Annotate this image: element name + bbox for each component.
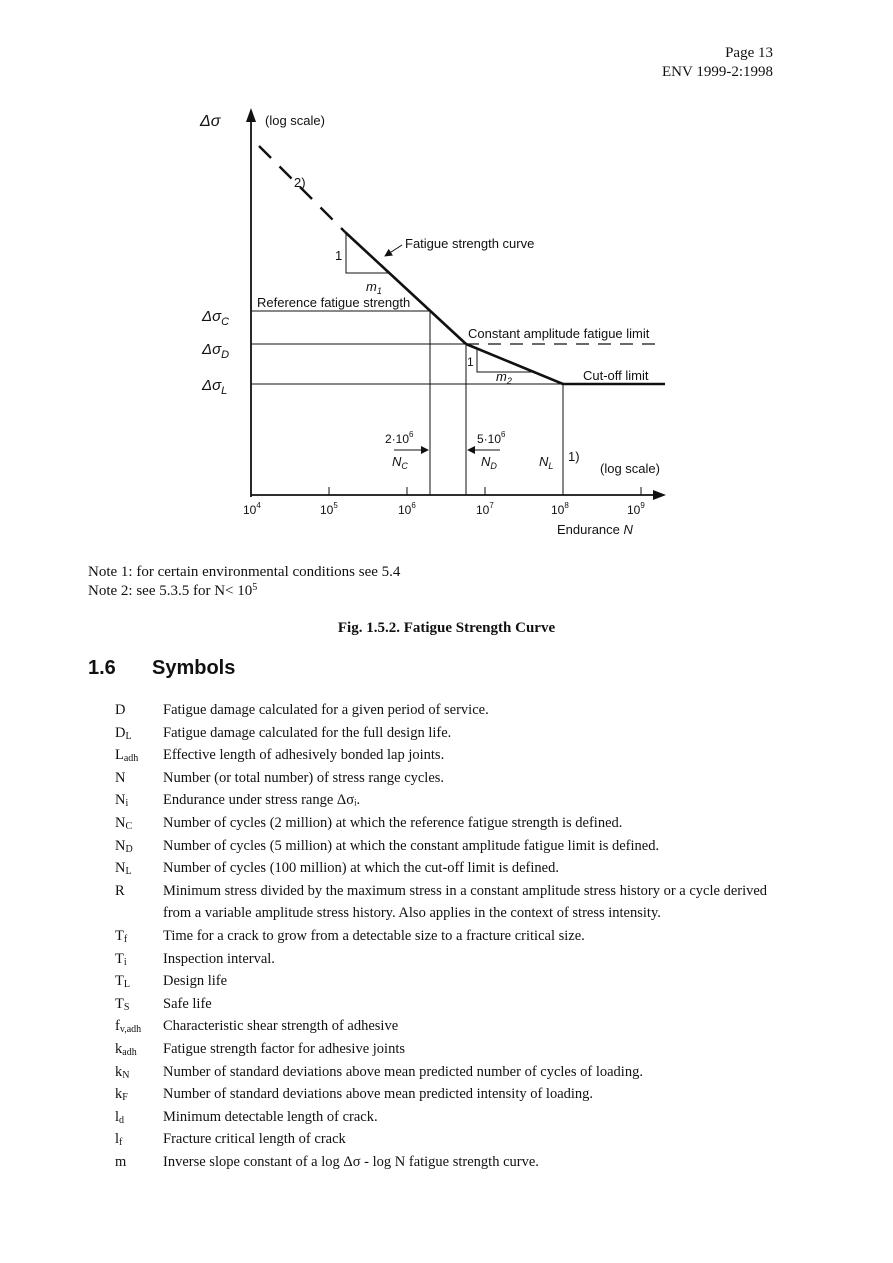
x-tick-label: $10^8$ bbox=[551, 501, 569, 517]
symbol-letter: D bbox=[115, 724, 126, 741]
symbol-definition: Inspection interval. bbox=[163, 950, 275, 967]
symbols-list bbox=[115, 699, 795, 1173]
nl-label: $N_L$ bbox=[539, 454, 554, 471]
symbol-item bbox=[115, 1151, 795, 1174]
note-1: Note 1: for certain environmental conditions see 5.4 bbox=[88, 564, 401, 580]
symbol-definition: Number (or total number) of stress range cycles. bbox=[163, 769, 445, 786]
x-scale-label: (log scale) bbox=[600, 461, 660, 476]
y-level-label-c: $\Delta\sigma_C$ bbox=[202, 308, 230, 328]
symbol-item bbox=[115, 1038, 795, 1061]
note-2-marker: 2) bbox=[294, 175, 306, 190]
symbol-term bbox=[115, 1038, 163, 1061]
symbol-subscript: adh bbox=[122, 1046, 137, 1058]
symbol-term bbox=[115, 789, 163, 812]
x-tick-label: $10^6$ bbox=[398, 501, 416, 517]
symbol-subscript: L bbox=[125, 730, 132, 742]
m2-label: $m_2$ bbox=[496, 369, 512, 386]
symbol-item bbox=[115, 812, 795, 835]
m1-label: $m_1$ bbox=[366, 279, 382, 296]
y-level-label-d: $\Delta\sigma_D$ bbox=[202, 341, 230, 361]
symbol-item bbox=[115, 789, 795, 812]
fatigue-curve-m2 bbox=[466, 344, 563, 384]
y-level-label-l: $\Delta\sigma_L$ bbox=[202, 377, 228, 397]
symbol-definition: Effective length of adhesively bonded lap joints. bbox=[163, 747, 445, 764]
symbol-letter: N bbox=[115, 769, 126, 786]
x-tick-label: $10^5$ bbox=[320, 501, 338, 517]
symbol-definition: Fatigue damage calculated for a given period of service. bbox=[163, 702, 489, 718]
symbol-definition: Endurance under stress range Δσᵢ. bbox=[163, 792, 361, 809]
symbol-term bbox=[115, 1015, 163, 1038]
symbol-item bbox=[115, 1015, 795, 1038]
symbol-term bbox=[115, 1128, 163, 1151]
symbol-letter: D bbox=[115, 702, 126, 718]
symbol-letter: f bbox=[115, 1018, 120, 1035]
slope-1-label: 1 bbox=[335, 248, 343, 263]
symbol-item bbox=[115, 1061, 795, 1084]
symbol-letter: T bbox=[115, 950, 124, 967]
symbol-subscript: d bbox=[119, 1114, 125, 1126]
symbol-definition: Design life bbox=[163, 973, 228, 990]
symbol-term bbox=[115, 699, 163, 722]
symbol-item bbox=[115, 744, 795, 767]
symbol-subscript: i bbox=[123, 956, 127, 968]
figure-notes bbox=[88, 563, 400, 601]
symbol-term bbox=[115, 993, 163, 1016]
symbol-definition: Fracture critical length of crack bbox=[163, 1131, 346, 1148]
symbol-letter: k bbox=[115, 1063, 123, 1080]
y-axis-label: Δσ bbox=[200, 113, 221, 130]
symbol-term bbox=[115, 857, 163, 880]
symbol-subscript: N bbox=[122, 1069, 130, 1081]
symbol-item bbox=[115, 925, 795, 948]
symbol-definition: Minimum detectable length of crack. bbox=[163, 1108, 378, 1125]
symbol-term bbox=[115, 1083, 163, 1106]
figure-caption: Fig. 1.5.2. Fatigue Strength Curve bbox=[337, 620, 556, 636]
x-tick-label: $10^7$ bbox=[476, 501, 494, 517]
symbol-subscript: C bbox=[125, 820, 133, 832]
symbol-letter: m bbox=[115, 1153, 127, 1170]
symbol-subscript: f bbox=[123, 933, 128, 945]
fatigue-strength-chart bbox=[0, 0, 893, 560]
note-1-marker: 1) bbox=[568, 449, 580, 464]
symbol-term bbox=[115, 925, 163, 948]
symbol-letter: T bbox=[115, 927, 124, 944]
section-number: 1.6 bbox=[88, 657, 116, 679]
note-2-exponent: 5 bbox=[252, 582, 258, 593]
symbol-definition: Fatigue strength factor for adhesive joints bbox=[163, 1040, 406, 1057]
note-2-text: Note 2: see 5.3.5 for N< 10 bbox=[88, 583, 253, 599]
cafl-label: Constant amplitude fatigue limit bbox=[468, 326, 650, 341]
nd-value-label: $5\cdot 10^6$ bbox=[477, 430, 506, 446]
symbol-item bbox=[115, 1083, 795, 1106]
symbol-item bbox=[115, 857, 795, 880]
document-id: ENV 1999-2:1998 bbox=[662, 64, 773, 80]
cutoff-label: Cut-off limit bbox=[583, 368, 649, 383]
symbol-item bbox=[115, 1106, 795, 1129]
symbol-letter: l bbox=[115, 1131, 120, 1148]
symbol-term bbox=[115, 880, 163, 925]
symbol-item bbox=[115, 993, 795, 1016]
symbol-letter: k bbox=[115, 1040, 123, 1057]
symbol-subscript: adh bbox=[123, 753, 139, 765]
symbol-item bbox=[115, 880, 795, 925]
symbol-term bbox=[115, 1106, 163, 1129]
symbol-term bbox=[115, 722, 163, 745]
symbol-item bbox=[115, 1128, 795, 1151]
x-tick-label: $10^9$ bbox=[627, 501, 645, 517]
symbol-subscript: v,adh bbox=[119, 1024, 142, 1036]
symbol-item bbox=[115, 722, 795, 745]
symbol-subscript: i bbox=[125, 798, 129, 810]
symbol-subscript: D bbox=[125, 843, 133, 855]
symbol-term bbox=[115, 812, 163, 835]
y-scale-label: (log scale) bbox=[265, 113, 325, 128]
symbol-letter: R bbox=[115, 882, 125, 899]
nc-value-label: $2\cdot 10^6$ bbox=[385, 430, 414, 446]
y-axis-arrow bbox=[246, 108, 256, 122]
symbol-term bbox=[115, 835, 163, 858]
nd-label: $N_D$ bbox=[481, 454, 497, 471]
symbol-definition: Inverse slope constant of a log Δσ - log N fatigue strength curve. bbox=[163, 1153, 539, 1170]
symbol-letter: T bbox=[115, 973, 124, 990]
symbol-term bbox=[115, 1061, 163, 1084]
x-axis-label: Endurance N bbox=[557, 522, 633, 537]
symbol-letter: N bbox=[115, 814, 126, 831]
nc-label: $N_C$ bbox=[392, 454, 408, 471]
symbol-letter: k bbox=[115, 1086, 123, 1103]
symbol-subscript: L bbox=[123, 979, 130, 991]
symbol-definition: Number of cycles (5 million) at which the constant amplitude fatigue limit is defined. bbox=[163, 837, 660, 854]
note-2 bbox=[88, 582, 400, 601]
symbol-definition: Number of standard deviations above mean predicted intensity of loading. bbox=[163, 1086, 594, 1103]
symbol-definition: Fatigue damage calculated for the full design life. bbox=[163, 724, 452, 741]
page-number: Page 13 bbox=[725, 45, 773, 61]
symbol-item bbox=[115, 970, 795, 993]
x-axis-arrow bbox=[653, 490, 666, 500]
symbol-definition: Number of cycles (100 million) at which the cut-off limit is defined. bbox=[163, 860, 559, 877]
symbol-subscript: f bbox=[119, 1137, 123, 1149]
symbol-term bbox=[115, 948, 163, 971]
symbol-term bbox=[115, 970, 163, 993]
symbol-definition: Characteristic shear strength of adhesive bbox=[163, 1018, 399, 1035]
slope-1-label-m2: 1 bbox=[467, 355, 474, 369]
symbol-letter: T bbox=[115, 995, 124, 1012]
symbol-letter: L bbox=[115, 747, 124, 764]
symbol-letter: N bbox=[115, 860, 126, 877]
section-title: Symbols bbox=[152, 657, 236, 679]
symbol-term bbox=[115, 1151, 163, 1174]
curve-pointer-arrow bbox=[385, 245, 402, 256]
symbol-item bbox=[115, 699, 795, 722]
symbol-term bbox=[115, 744, 163, 767]
symbol-item bbox=[115, 948, 795, 971]
symbol-item bbox=[115, 835, 795, 858]
symbol-letter: l bbox=[115, 1108, 120, 1125]
symbol-subscript: F bbox=[122, 1092, 128, 1104]
symbol-definition: Number of cycles (2 million) at which the reference fatigue strength is defined. bbox=[163, 814, 623, 831]
symbol-letter: N bbox=[115, 837, 126, 854]
symbol-definition: Minimum stress divided by the maximum stress in a constant amplitude stress history or a cycle derived from a variable amplitude stress history. Also applies in the context of stress intensity. bbox=[163, 882, 768, 922]
symbol-subscript: S bbox=[123, 1001, 130, 1013]
symbol-term bbox=[115, 767, 163, 790]
symbol-letter: N bbox=[115, 792, 126, 809]
symbol-item bbox=[115, 767, 795, 790]
x-tick-label: $10^4$ bbox=[243, 501, 261, 517]
reference-strength-label: Reference fatigue strength bbox=[257, 295, 411, 310]
symbol-definition: Number of standard deviations above mean predicted number of cycles of loading. bbox=[163, 1063, 643, 1080]
symbol-definition: Time for a crack to grow from a detectable size to a fracture critical size. bbox=[163, 927, 585, 944]
section-heading bbox=[88, 657, 235, 680]
fatigue-curve-label: Fatigue strength curve bbox=[405, 236, 535, 251]
symbol-subscript: L bbox=[125, 866, 132, 878]
symbol-definition: Safe life bbox=[163, 995, 212, 1012]
